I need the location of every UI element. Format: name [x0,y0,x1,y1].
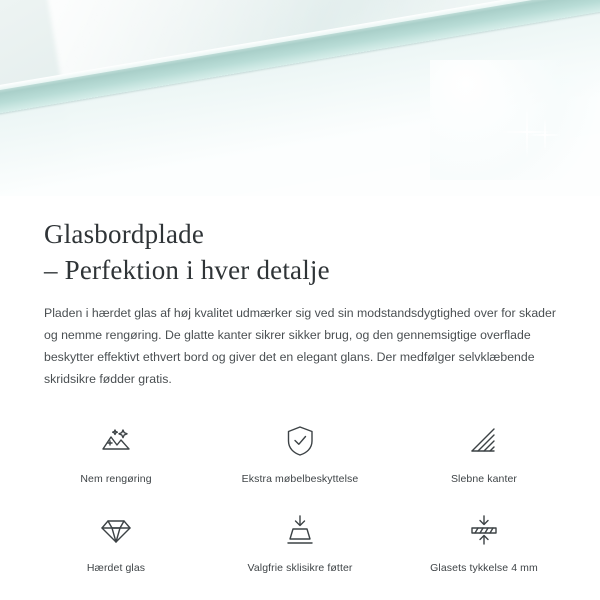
feature-label: Slebne kanter [450,473,518,485]
feature-item [24,418,208,485]
description-paragraph: Pladen i hærdet glas af høj kvalitet udmærker sig ved sin modstandsdygtighed over for skader og nemme rengøring. De glatte kanter sikrer sikker brug, og den gennemsigtige overflade beskytter effektivt ethvert bord og giver det en elegant glans. Der medfølger selvklæbende skridsikre fødder gratis. [44,306,556,386]
feature-label: Ekstra møbelbeskyttelse [241,473,359,485]
feature-grid [0,418,600,574]
polished-edges-icon [461,418,507,464]
sparkle-icon [528,118,562,152]
feature-label: Valgfrie sklisikre føtter [247,562,353,574]
diamond-icon [93,507,139,553]
shield-check-icon [277,418,323,464]
non-slip-foot-icon [277,507,323,553]
thickness-arrows-icon [461,507,507,553]
content-section [0,196,600,390]
feature-label: Glasets tykkelse 4 mm [430,562,538,574]
page-title [44,216,556,288]
hero-image [0,0,600,196]
headline-line-2: – Perfektion i hver detalje [44,255,330,285]
feature-item [392,418,576,485]
feature-item [208,418,392,485]
feature-item [392,507,576,574]
feature-label: Hærdet glas [86,562,146,574]
feature-item [208,507,392,574]
headline-line-1: Glasbordplade [44,219,205,249]
feature-item [24,507,208,574]
easy-clean-icon [93,418,139,464]
feature-label: Nem rengøring [80,473,152,485]
